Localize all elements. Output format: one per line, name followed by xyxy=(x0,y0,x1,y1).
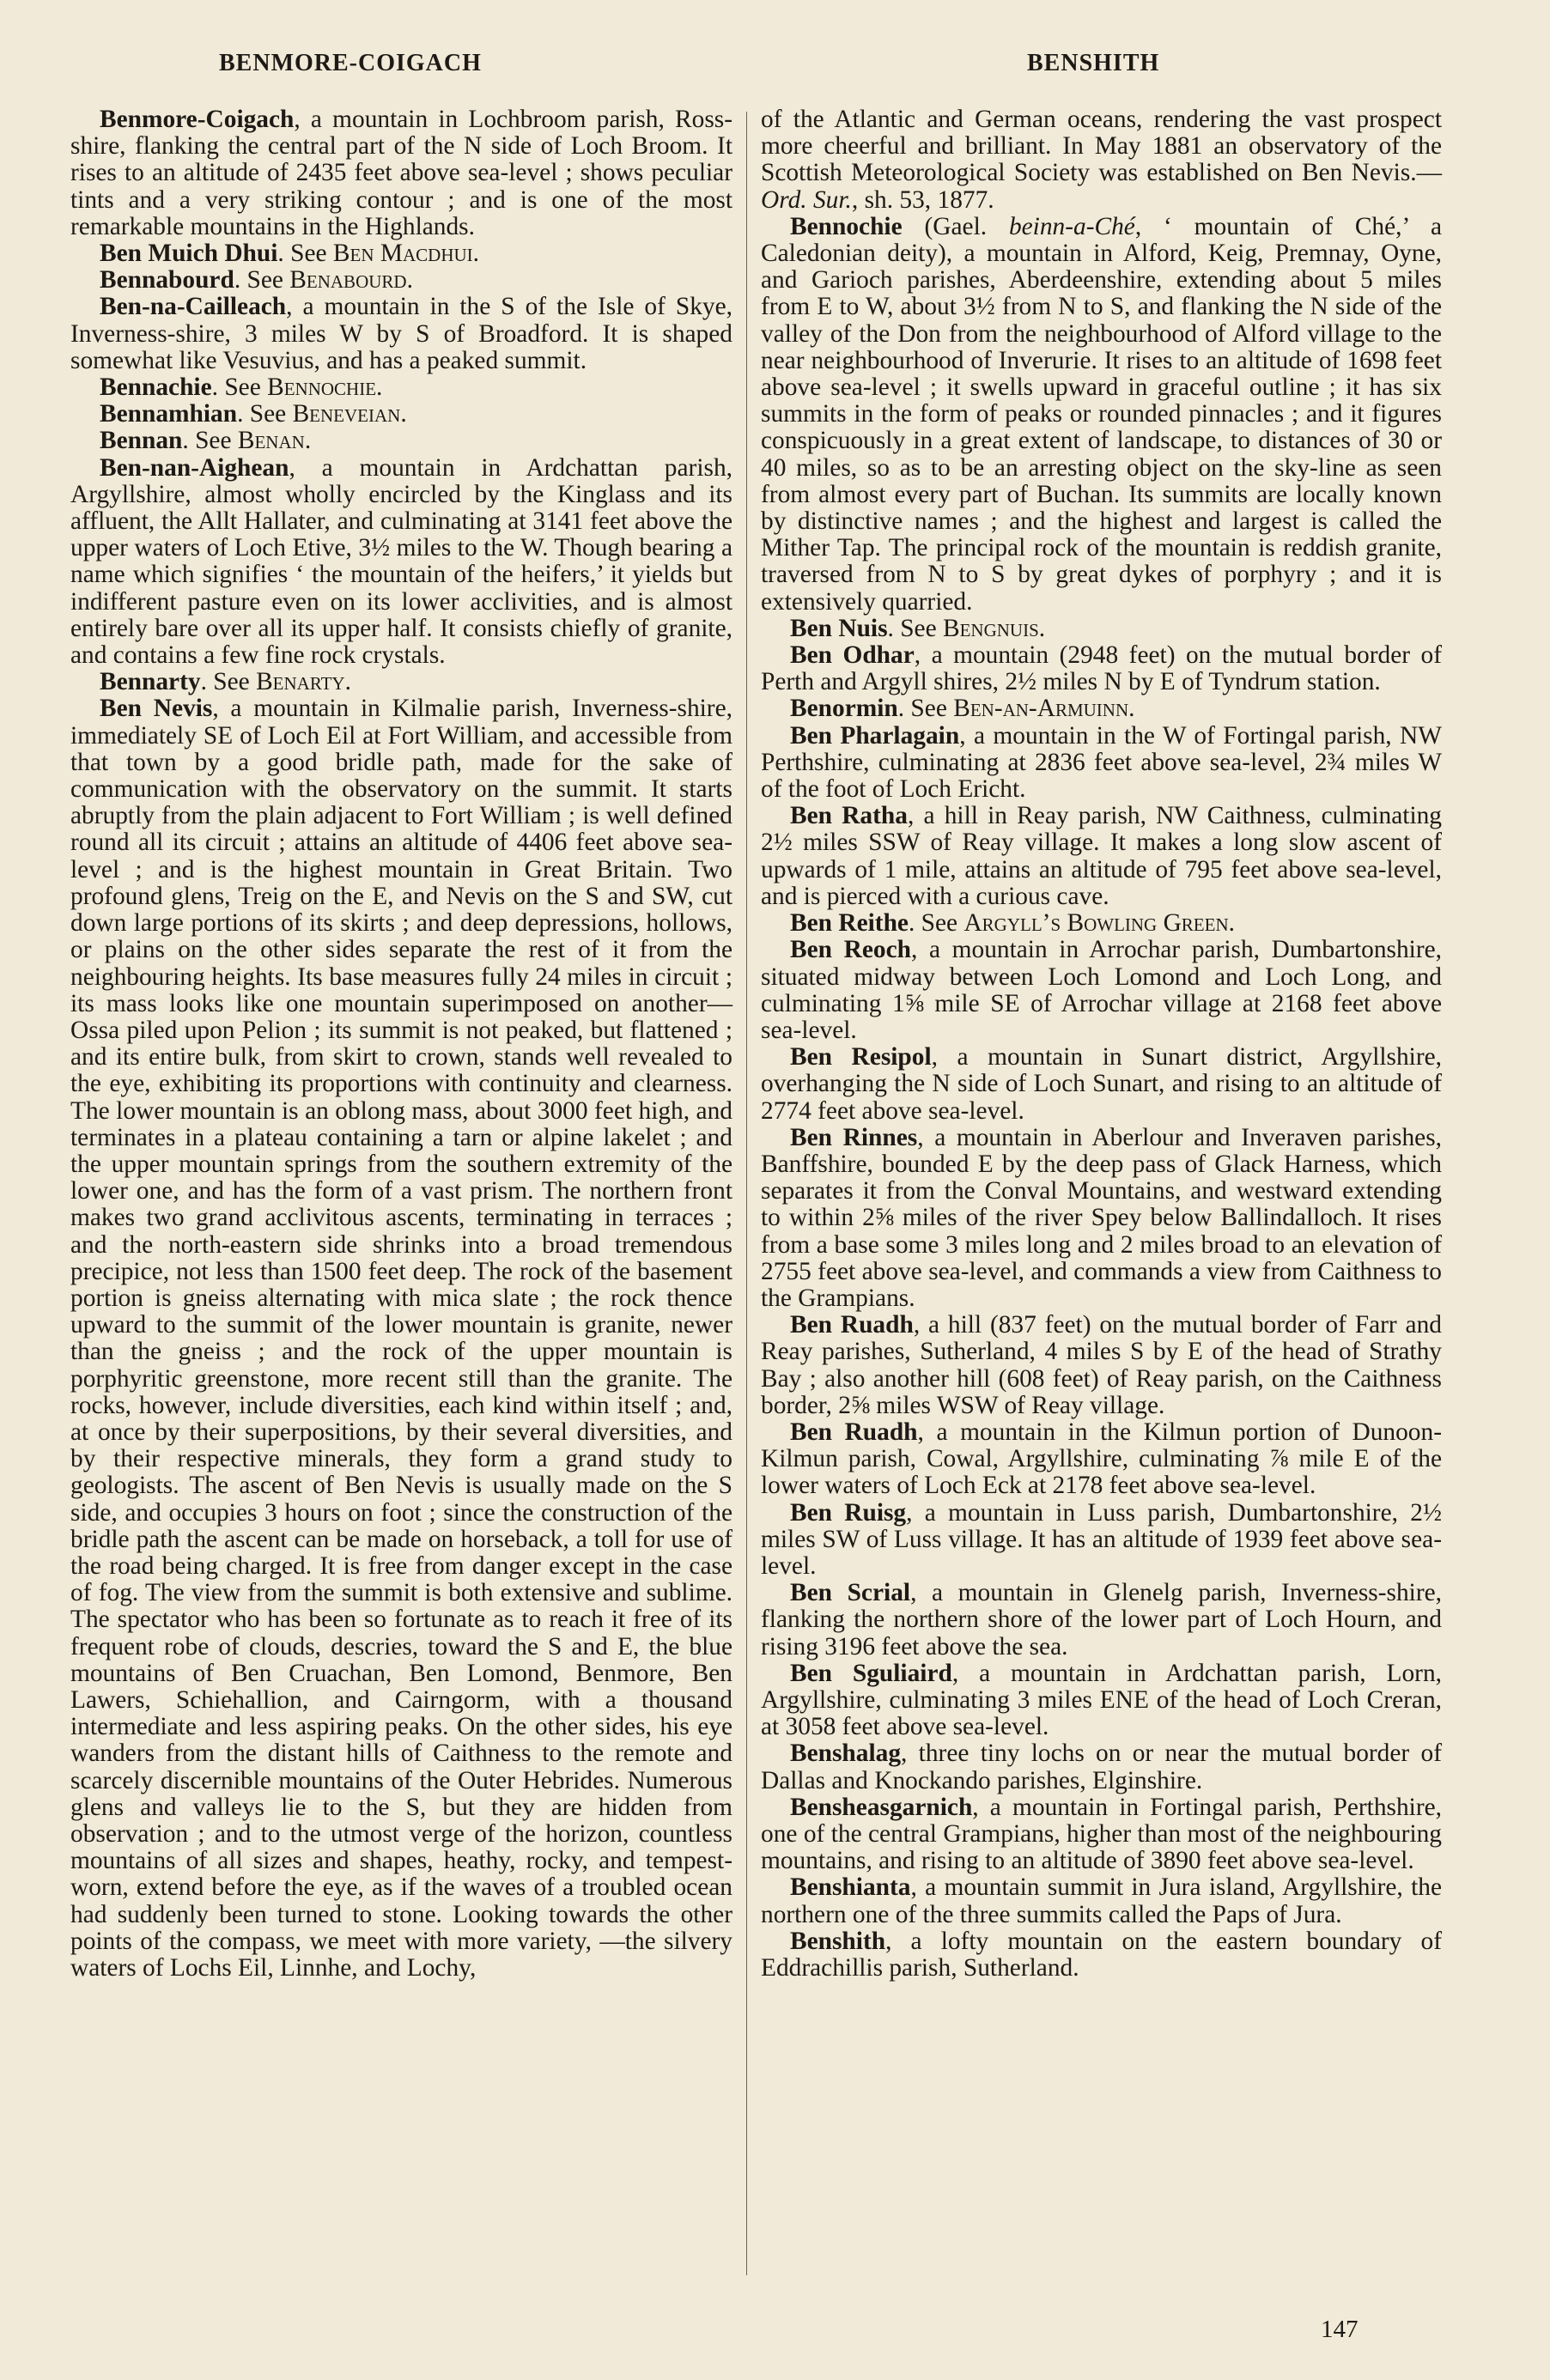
entry-headword: Ben Muich Dhui xyxy=(100,240,278,268)
header-right: BENSHITH xyxy=(1027,50,1160,76)
entry-headword: Ben Nuis xyxy=(790,614,888,642)
entry-italic: Ord. Sur. xyxy=(761,185,852,214)
header-left: BENMORE-COIGACH xyxy=(219,50,482,76)
column-rule xyxy=(746,112,747,2275)
entry-headword: Ben Reoch xyxy=(790,936,911,964)
entry-italic: beinn-a-Ché xyxy=(1008,212,1135,240)
entry xyxy=(761,723,1442,804)
page-number: 147 xyxy=(1321,2316,1359,2343)
entry-tail: . xyxy=(376,373,383,402)
entry-headword: Bennamhian xyxy=(100,400,238,428)
entry xyxy=(70,240,732,267)
entry xyxy=(761,1580,1442,1661)
entry-tail: . xyxy=(472,240,480,268)
entry xyxy=(761,1740,1442,1794)
entry-text: of the Atlantic and German oceans, rendering the vast prospect more cheerful and brilliant. In May 1881 an observatory of the Scottish Meteorological Society was established on Ben Nevis.— xyxy=(761,106,1442,187)
entry-headword: Bennachie xyxy=(100,373,212,402)
entry-text: , a mountain in the W of Fortingal parish, NW Perthshire, culminating at 2836 feet above sea-level, 2¾ miles W of the foot of Loch Ericht. xyxy=(761,721,1442,804)
entry-headword: Ben Resipol xyxy=(790,1043,932,1072)
entry-text: , a mountain in Sunart district, Argyllshire, overhanging the N side of Loch Sunart, and rising to an altitude of 2774 feet above sea-level. xyxy=(761,1043,1443,1125)
entry xyxy=(70,267,732,294)
entry-text: (Gael. xyxy=(902,212,1009,240)
entry-text: , a lofty mountain on the eastern boundary of Eddrachillis parish, Sutherland. xyxy=(761,1927,1442,1982)
entry xyxy=(761,1874,1442,1928)
entry xyxy=(761,1312,1442,1419)
entry xyxy=(761,1419,1442,1500)
entry-text: , a mountain in Ardchattan parish, Argyllshire, almost wholly encircled by the Kinglass and its affluent, the Allt Hallater, and culminating at 3141 feet above the upper waters of Loch Etive, 3½ miles to the W. Though bearing a name which signifies ‘ the mountain of the heifers,’ it yields but indifferent pasture even on its lower acclivities, and is almost entirely bare over all its upper half. It consists chiefly of granite, and contains a few fine rock crystals. xyxy=(70,453,732,670)
entry-crossref: Bengnuis xyxy=(943,614,1039,642)
left-column xyxy=(70,106,732,1982)
entry-tail: . xyxy=(304,427,312,455)
entry-text: . See xyxy=(182,427,238,455)
entry-headword: Bennochie xyxy=(790,212,903,240)
entry-headword: Ben Sguliaird xyxy=(790,1659,952,1687)
entry-crossref: Benarty xyxy=(256,668,345,696)
entry xyxy=(761,1500,1442,1581)
entry-tail: . xyxy=(344,668,351,696)
entry-text: . See xyxy=(211,373,268,402)
entry-headword: Ben Scrial xyxy=(790,1579,911,1607)
entry xyxy=(761,1125,1442,1312)
entry-headword: Ben-na-Cailleach xyxy=(100,293,287,321)
entry-headword: Benshith xyxy=(790,1927,886,1955)
entry-text: , a mountain in the S of the Isle of Skye, Inverness-shire, 3 miles W by S of Broadford. It is shaped somewhat like Vesuvius, and has a peaked summit. xyxy=(70,293,732,374)
entry-text: , a mountain in Fortingal parish, Perthshire, one of the central Grampians, higher than most of the neighbouring mountains, and rising to an altitude of 3890 feet above sea-level. xyxy=(761,1793,1442,1875)
entry-headword: Bennan xyxy=(100,427,183,455)
entry-headword: Ben Ruisg xyxy=(790,1498,907,1527)
entry xyxy=(70,455,732,670)
entry-text: , a mountain in the Kilmun portion of Dunoon-Kilmun parish, Cowal, Argyllshire, culminating ⅞ mile E of the lower waters of Loch Eck at 2178 feet above sea-level. xyxy=(761,1418,1442,1500)
entry xyxy=(761,1661,1442,1741)
entry-crossref: Bennochie xyxy=(267,373,377,402)
entry-text: , a mountain in Arrochar parish, Dumbartonshire, situated midway between Loch Lomond and Loch Long, and culminating 1⅝ mile SE of Arrochar village at 2168 feet above sea-level. xyxy=(761,936,1442,1044)
entry-tail: . xyxy=(400,400,407,428)
entry-headword: Bennarty xyxy=(100,668,201,696)
entry xyxy=(761,642,1442,695)
entry-text: . See xyxy=(887,614,943,642)
entry-text: . See xyxy=(897,695,954,723)
entry-crossref: Benabourd xyxy=(289,266,407,294)
entry-text: , a mountain in Luss parish, Dumbartonshire, 2½ miles SW of Luss village. It has an altitude of 1939 feet above sea-level. xyxy=(761,1498,1442,1580)
entry-tail: . xyxy=(1128,695,1135,723)
entry xyxy=(761,695,1442,722)
entry xyxy=(761,106,1442,214)
entry-text: , a mountain in Glenelg parish, Inverness-shire, flanking the northern shore of the lower part of Loch Hourn, and rising 3196 feet above the sea. xyxy=(761,1579,1442,1661)
entry-text: . See xyxy=(908,909,964,938)
entry-text: , a mountain in Ardchattan parish, Lorn, Argyllshire, culminating 3 miles ENE of the head of Loch Creran, at 3058 feet above sea-level. xyxy=(761,1659,1443,1741)
entry-tail: , sh. 53, 1877. xyxy=(851,185,994,214)
entry xyxy=(70,695,732,1982)
entry-text: . See xyxy=(237,400,293,428)
entry xyxy=(70,428,732,454)
entry-headword: Ben Odhar xyxy=(790,641,915,670)
entry-text: , a mountain in Aberlour and Inveraven parishes, Banffshire, bounded E by the deep pass of Glack Harness, which separates it from the Conval Mountains, and westward extending to within 2⅝ miles of the river Spey below Ballindalloch. It rises from a base some 3 miles long and 2 miles broad to an elevation of 2755 feet above sea-level, and commands a view from Caithness to the Grampians. xyxy=(761,1123,1443,1312)
right-column xyxy=(761,106,1442,1982)
entry-headword: Benormin xyxy=(790,695,898,723)
entry-text: , a hill (837 feet) on the mutual border of Farr and Reay parishes, Sutherland, 4 miles S by E of the head of Strathy Bay ; also another hill (608 feet) of Reay parish, on the Caithness border, 2⅝ miles WSW of Reay village. xyxy=(761,1311,1442,1419)
entry-headword: Ben-nan-Aighean xyxy=(100,453,289,482)
entry xyxy=(70,106,732,240)
entry xyxy=(761,1928,1442,1982)
entry xyxy=(761,910,1442,937)
entry-headword: Ben Ratha xyxy=(790,802,908,830)
entry-crossref: Ben Macdhui xyxy=(332,240,473,268)
running-header xyxy=(0,50,1550,93)
entry-headword: Bensheasgarnich xyxy=(790,1793,973,1821)
entry xyxy=(761,616,1442,642)
entry-headword: Ben Pharlagain xyxy=(790,721,960,750)
entry-headword: Benshianta xyxy=(790,1873,911,1902)
entry-crossref: Argyll’s Bowling Green xyxy=(963,909,1229,938)
entry xyxy=(761,1794,1442,1875)
entry-text: , a mountain (2948 feet) on the mutual border of Perth and Argyll shires, 2½ miles N by E of Tyndrum station. xyxy=(761,641,1442,696)
entry-text: , three tiny lochs on or near the mutual border of Dallas and Knockando parishes, Elginshire. xyxy=(761,1739,1442,1794)
entry xyxy=(70,294,732,374)
entry-tail: . xyxy=(1038,614,1046,642)
entry-headword: Ben Ruadh xyxy=(790,1418,918,1446)
entry-headword: Ben Nevis xyxy=(100,695,213,723)
entry-tail: . xyxy=(406,266,413,294)
entry-text: , a hill in Reay parish, NW Caithness, culminating 2½ miles SSW of Reay village. It makes a long slow ascent of upwards of 1 mile, attains an altitude of 795 feet above sea-level, and is pierced with a curious cave. xyxy=(761,802,1443,910)
entry-crossref: Ben-an-Armuinn xyxy=(953,695,1129,723)
entry-text: . See xyxy=(234,266,290,294)
entry xyxy=(761,1044,1442,1125)
entry xyxy=(70,401,732,428)
entry-headword: Ben Ruadh xyxy=(790,1311,914,1339)
entry xyxy=(70,374,732,401)
entry-text: . See xyxy=(200,668,257,696)
entry-headword: Benmore-Coigach xyxy=(100,106,295,133)
entry-text: . See xyxy=(277,240,333,268)
entry-text: , a mountain summit in Jura island, Argyllshire, the northern one of the three summits called the Paps of Jura. xyxy=(761,1873,1442,1928)
entry-text: , a mountain in Kilmalie parish, Inverness-shire, immediately SE of Loch Eil at Fort William, and accessible from that town by a good bridle path, made for the sake of communication with the observatory on the summit. It starts abruptly from the plain adjacent to Fort William ; is well defined round all its circuit ; attains an altitude of 4406 feet above sea-level ; and is the highest mountain in Great Britain. Two profound glens, Treig on the E, and Nevis on the S and SW, cut down large portions of its skirts ; and deep depressions, hollows, or plains on the other sides separate the rest of it from the neighbouring heights. Its base measures fully 24 miles in circuit ; its mass looks like one mountain superimposed on another—Ossa piled upon Pelion ; its summit is not peaked, but flattened ; and its entire bulk, from skirt to crown, stands well revealed to the eye, exhibiting its proportions with continuity and clearness. The lower mountain is an oblong mass, about 3000 feet high, and terminates in a plateau containing a tarn or alpine lakelet ; and the upper mountain springs from the southern extremity of the lower one, and has the form of a vast prism. The northern front makes two grand acclivitous ascents, terminating in terraces ; and the north-eastern side shrinks into a broad tremendous precipice, not less than 1500 feet deep. The rock of the basement portion is gneiss alternating with mica slate ; the rock thence upward to the summit of the lower mountain is granite, newer than the gneiss ; and the rock of the upper mountain is porphyritic greenstone, more recent still than the granite. The rocks, however, include diversities, each kind within itself ; and, at once by their superpositions, by their several diversities, and by their respective minerals, they form a grand study to geologists. The ascent of Ben Nevis is usually made on the S side, and occupies 3 hours on foot ; since the construction of the bridle path the ascent can be made on horseback, a toll for use of the road being charged. It is free from danger except in the case of fog. The view from the summit is both extensive and sublime. The spectator who has been so fortunate as to reach it free of its frequent robe of clouds, descries, toward the S and E, the blue mountains of Ben Cruachan, Ben Lomond, Benmore, Ben Lawers, Schiehallion, and Cairngorm, with a thousand intermediate and less aspiring peaks. On the other sides, his eye wanders from the distant hills of Caithness to the remote and scarcely discernible mountains of the Outer Hebrides. Numerous glens and valleys lie to the S, but they are hidden from observation ; and to the utmost verge of the horizon, countless mountains of all sizes and shapes, heathy, rocky, and tempest-worn, extend before the eye, as if the waves of a troubled ocean had suddenly been turned to stone. Looking towards the other points of the compass, we meet with more variety, —the silvery waters of Lochs Eil, Linnhe, and Lochy, xyxy=(70,695,732,1982)
entry-crossref: Benan xyxy=(237,427,305,455)
entry-headword: Benshalag xyxy=(790,1739,902,1768)
entry-text: , a mountain in Lochbroom parish, Ross-shire, flanking the central part of the N side of Loch Broom. It rises to an altitude of 2435 feet above sea-level ; shows peculiar tints and a very striking contour ; and is one of the most remarkable mountains in the Highlands. xyxy=(70,106,732,240)
entry-tail: , ‘ mountain of Ché,’ a Caledonian deity), a mountain in Alford, Keig, Premnay, Oyne, and Garioch parishes, Aberdeenshire, extending about 5 miles from E to W, about 3½ from N to S, and flanking the N side of the valley of the Don from the neighbourhood of Alford village to the near neighbourhood of Inverurie. It rises to an altitude of 1698 feet above sea-level ; it swells upward in graceful outline ; it has six summits in the form of peaks or rounded pinnacles ; and it figures conspicuously in a great extent of landscape, to distances of 30 or 40 miles, so as to be an arresting object on the sky-line as seen from almost every part of Buchan. Its summits are locally known by distinctive names ; and the highest and largest is called the Mither Tap. The principal rock of the mountain is reddish granite, traversed from N to S by great dykes of porphyry ; and it is extensively quarried. xyxy=(761,212,1443,616)
entry xyxy=(70,669,732,695)
entry-tail: . xyxy=(1228,909,1235,938)
entry xyxy=(761,214,1442,616)
entry-headword: Ben Reithe xyxy=(790,909,909,938)
entry-headword: Ben Rinnes xyxy=(790,1123,918,1151)
entry-crossref: Beneveian xyxy=(292,400,401,428)
entry xyxy=(761,803,1442,910)
entry xyxy=(761,937,1442,1044)
entry-headword: Bennabourd xyxy=(100,266,234,294)
